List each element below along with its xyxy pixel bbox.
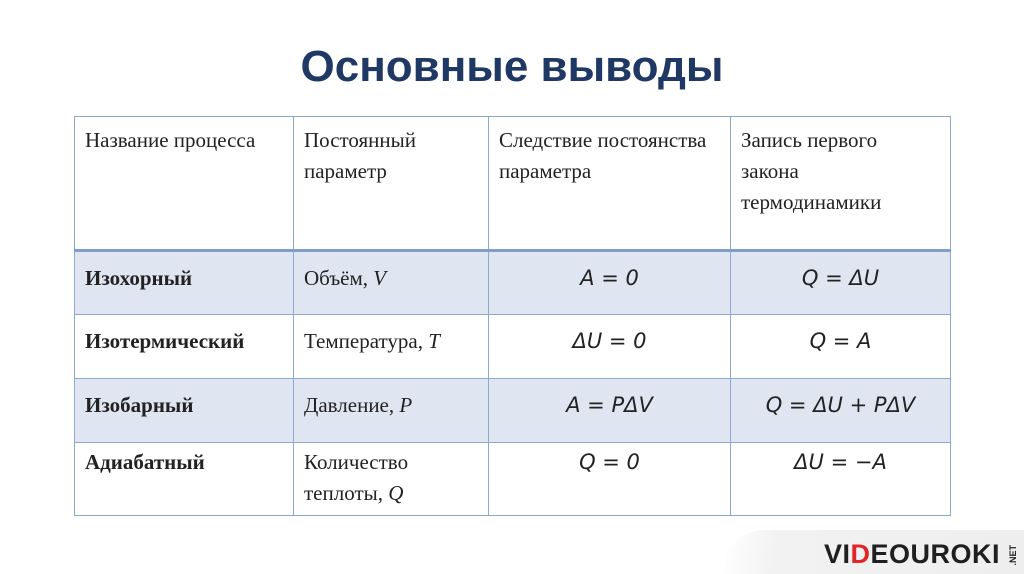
- param-text: Объём,: [304, 266, 374, 290]
- param-text: Количество теплоты,: [304, 450, 409, 505]
- videouroki-watermark: [724, 530, 1024, 574]
- process-name: Изохорный: [75, 251, 294, 315]
- process-name: Адиабатный: [75, 443, 294, 516]
- header-cell-consequence: Следствие постоянства параметра: [489, 117, 731, 251]
- header-cell-process: Название процесса: [75, 117, 294, 251]
- slide-title: Основные выводы: [300, 42, 724, 91]
- constant-param: [294, 379, 489, 443]
- table-row: [75, 251, 951, 315]
- first-law-formula: Q = ΔU: [731, 251, 951, 315]
- param-text: Температура,: [304, 329, 429, 353]
- consequence-formula: Q = 0: [489, 443, 731, 516]
- consequence-formula: ΔU = 0: [489, 315, 731, 379]
- constant-param: [294, 443, 489, 516]
- process-name: Изобарный: [75, 379, 294, 443]
- param-variable: V: [373, 266, 387, 290]
- first-law-formula: Q = ΔU + PΔV: [731, 379, 951, 443]
- process-name: Изотермический: [75, 315, 294, 379]
- table-row: [75, 443, 951, 516]
- param-variable: P: [399, 393, 413, 417]
- header-cell-constant-param: Постоянный параметр: [294, 117, 489, 251]
- table-row: [75, 315, 951, 379]
- consequence-formula: A = PΔV: [489, 379, 731, 443]
- param-text: Давление,: [304, 393, 400, 417]
- first-law-formula: ΔU = −A: [731, 443, 951, 516]
- watermark-suffix: .NET: [1008, 545, 1018, 566]
- param-variable: Q: [388, 481, 404, 505]
- watermark-logo-text: VIDEOUROKI: [823, 539, 1000, 569]
- constant-param: [294, 315, 489, 379]
- summary-table: [74, 116, 951, 516]
- header-cell-first-law: Запись первого закона термодинамики: [731, 117, 951, 251]
- table-header-row: [75, 117, 951, 251]
- param-variable: T: [428, 329, 440, 353]
- table-row: [75, 379, 951, 443]
- first-law-formula: Q = A: [731, 315, 951, 379]
- consequence-formula: A = 0: [489, 251, 731, 315]
- constant-param: [294, 251, 489, 315]
